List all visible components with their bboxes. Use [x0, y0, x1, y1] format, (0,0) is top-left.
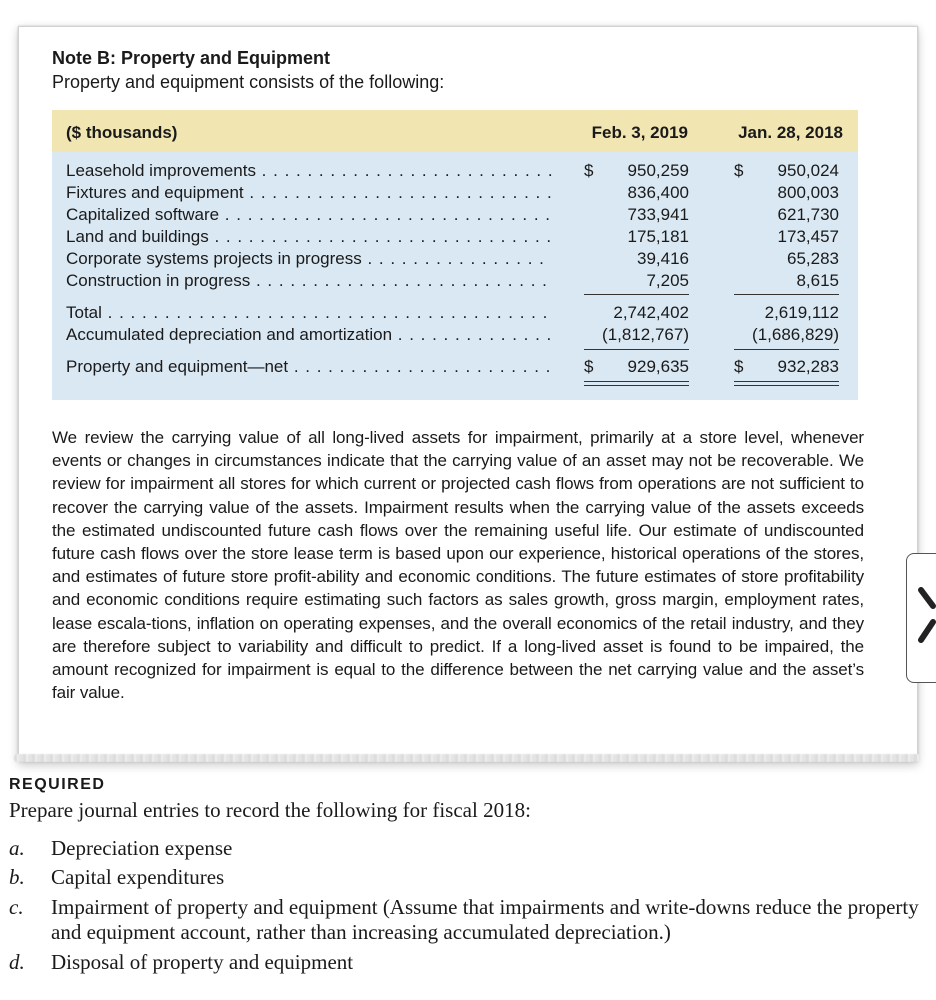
required-heading: REQUIRED [9, 776, 106, 793]
row-label: Leasehold improvements . . . [66, 160, 552, 182]
collapse-arrow-icon [917, 584, 936, 648]
row-label: Accumulated depreciation and amortization . . . [66, 324, 552, 346]
item-letter: a. [9, 836, 25, 860]
subtotal-rule-2018 [734, 294, 839, 295]
note-subtitle: Property and equipment consists of the following: [52, 72, 445, 92]
table-row [52, 324, 858, 346]
row-label: Corporate systems projects in progress . . . [66, 248, 552, 270]
row-value-2019: (1,812,767) [602, 325, 689, 344]
table-row [52, 226, 858, 248]
paper-torn-edge [14, 754, 920, 762]
item-text: Capital expenditures [51, 865, 225, 889]
row-value-2019: 733,941 [627, 205, 689, 224]
row-value-2019: $ 950,259 [584, 161, 689, 180]
net-rule-2019 [584, 349, 689, 350]
item-letter: d. [9, 950, 25, 974]
note-title: Note B: Property and Equipment [52, 48, 331, 68]
row-value-2019: 7,205 [646, 271, 689, 290]
row-value-2018: $ 932,283 [734, 357, 839, 376]
row-value-2018: 8,615 [796, 271, 839, 290]
header-col-jan-2018: Jan. 28, 2018 [738, 123, 843, 142]
row-label: Fixtures and equipment . . . [66, 182, 552, 204]
row-value-2019: 39,416 [637, 249, 689, 268]
table-row [52, 248, 858, 270]
item-text: Disposal of property and equipment [51, 950, 354, 974]
table-row-total [52, 302, 858, 324]
header-label: ($ thousands) [66, 123, 178, 142]
item-text: Depreciation expense [51, 836, 233, 860]
row-value-2019: 175,181 [627, 227, 689, 246]
row-value-2018: 2,619,112 [764, 303, 839, 322]
required-intro: Prepare journal entries to record the following for fiscal 2018: [9, 798, 531, 822]
table-header [52, 110, 858, 152]
table-row-net [52, 356, 858, 378]
table-row [52, 270, 858, 292]
item-letter: c. [9, 895, 24, 919]
item-letter: b. [9, 865, 25, 889]
row-value-2018: 65,283 [787, 249, 839, 268]
impairment-policy-paragraph: We review the carrying value of all long-lived assets for impairment, primarily at a store level, whenever events or changes in circumstances indicate that the carrying value of an asset may not be recoverable. We review for impairment all stores for which current or projected cash flows from operations are not sufficient to recover the carrying value of the assets. Impairment results when the carrying value of the assets exceeds the estimated undiscounted future cash flows over the remaining useful life. Our estimate of undiscounted future cash flows over the store lease term is based upon our experience, historical operations of the stores, and estimates of future store profit-ability and economic conditions. The future estimates of store profitability and economic conditions require estimating such factors as sales growth, gross margin, employment rates, lease escala-tions, inflation on operating expenses, and the overall economics of the retail industry, and they are therefore subject to variability and difficult to predict. If a long-lived asset is found to be impaired, the amount recognized for impairment is equal to the difference between the net carrying value and the asset’s fair value. [52, 428, 864, 703]
net-rule-2018 [734, 349, 839, 350]
row-label: Land and buildings . . . [66, 226, 552, 248]
item-text: Impairment of property and equipment (Assume that impairments and write-downs reduce the property and equipment account, rather than increasing accumulated depreciation.) [51, 895, 919, 944]
row-label: Construction in progress . . . [66, 270, 552, 292]
row-value-2019: 2,742,402 [613, 303, 689, 322]
table-row [52, 204, 858, 226]
table-row [52, 182, 858, 204]
subtotal-rule-2019 [584, 294, 689, 295]
row-value-2018: 621,730 [777, 205, 839, 224]
row-value-2018: (1,686,829) [752, 325, 839, 344]
row-value-2018: 173,457 [777, 227, 839, 246]
row-label: Total . . . [66, 302, 552, 324]
table-row [52, 160, 858, 182]
double-rule-2018 [734, 381, 839, 386]
side-panel-toggle[interactable] [906, 553, 936, 683]
row-label: Capitalized software . . . [66, 204, 552, 226]
row-value-2018: $ 950,024 [734, 161, 839, 180]
row-value-2019: $ 929,635 [584, 357, 689, 376]
row-value-2019: 836,400 [627, 183, 689, 202]
header-col-feb-2019: Feb. 3, 2019 [591, 123, 688, 142]
row-value-2018: 800,003 [777, 183, 839, 202]
row-label: Property and equipment—net . . . [66, 356, 552, 378]
double-rule-2019 [584, 381, 689, 386]
table-body [52, 152, 858, 400]
